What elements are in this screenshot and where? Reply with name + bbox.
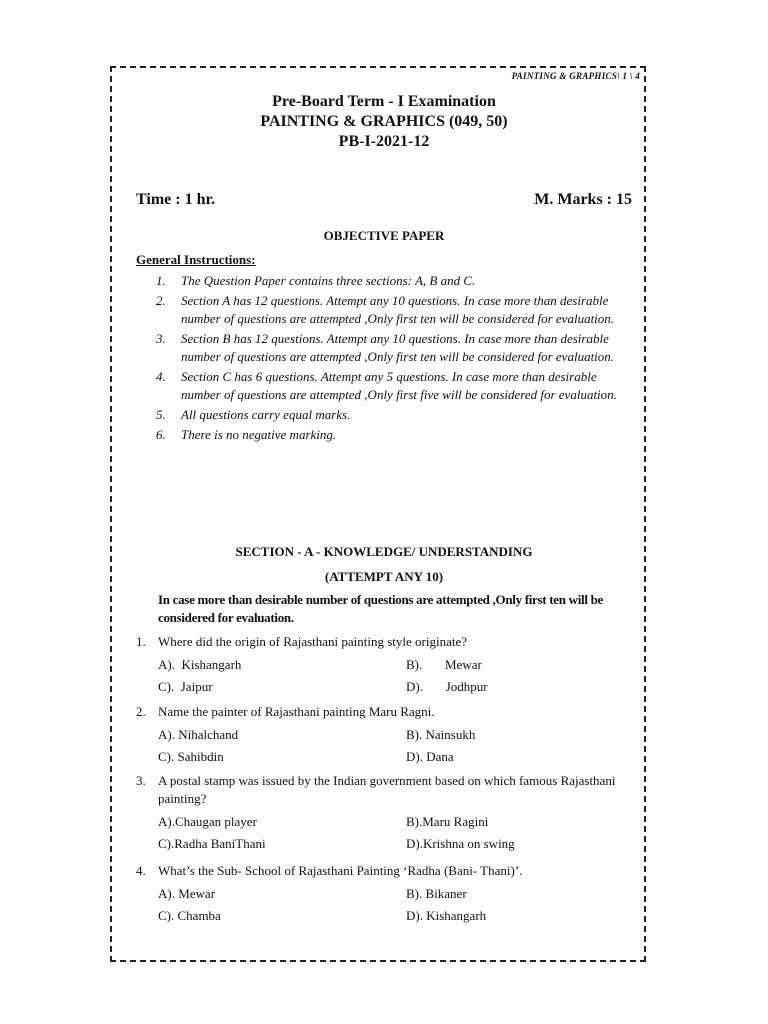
options: [158, 886, 636, 924]
options: [158, 814, 636, 852]
subject-title: PAINTING & GRAPHICS (049, 50): [260, 113, 508, 130]
option-d: D). Jodhpur: [406, 679, 488, 694]
section-a-heading: SECTION - A - KNOWLEDGE/ UNDERSTANDING: [235, 544, 533, 559]
exam-title: Pre-Board Term - I Examination: [272, 93, 496, 110]
instruction-item: 1. The Question Paper contains three sections: A, B and C.: [156, 273, 476, 288]
option-c: C).Radha BaniThani: [158, 836, 266, 851]
instruction-item: 2. Section A has 12 questions. Attempt any 10 questions. In case more than desirable number of questions are attempted ,Only first ten will be considered for evaluation.: [156, 293, 615, 326]
option-b: B). Bikaner: [406, 886, 467, 901]
option-c: C). Chamba: [158, 908, 221, 923]
option-d: D). Kishangarh: [406, 908, 487, 923]
option-b: B). Nainsukh: [406, 727, 476, 742]
attempt-heading: (ATTEMPT ANY 10): [324, 569, 444, 584]
options: [158, 727, 636, 765]
instruction-item: 4. Section C has 6 questions. Attempt any 5 questions. In case more than desirable number of questions are attempted ,Only first five will be considered for evaluation.: [156, 369, 617, 402]
general-instructions-heading: General Instructions:: [136, 252, 256, 267]
option-b: B). Mewar: [406, 657, 482, 672]
option-a: A). Kishangarh: [158, 657, 242, 672]
header-code: PAINTING & GRAPHICS\ 1 \ 4: [511, 71, 640, 81]
option-c: C). Jaipur: [158, 679, 213, 694]
option-b: B).Maru Ragini: [406, 814, 489, 829]
question-4: 4. What’s the Sub- School of Rajasthani Painting ‘Radha (Bani- Thani)’. A). Mewar B). Bikaner C). Chamba D). Kishangarh: [136, 862, 636, 924]
option-c: C). Sahibdin: [158, 749, 224, 764]
instruction-item: 3. Section B has 12 questions. Attempt any 10 questions. In case more than desirable number of questions are attempted ,Only first ten will be considered for evaluation.: [156, 331, 615, 364]
instruction-item: 6. There is no negative marking.: [156, 427, 337, 442]
option-d: D). Dana: [406, 749, 454, 764]
question-3: 3. A postal stamp was issued by the Indian government based on which famous Rajasthani painting? A).Chaugan player B).Maru Ragini C).Radha BaniThani D).Krishna on swing: [136, 772, 636, 852]
question-2: 2. Name the painter of Rajasthani painting Maru Ragni. A). Nihalchand B). Nainsukh C). Sahibdin D). Dana: [136, 703, 636, 765]
option-a: A). Nihalchand: [158, 727, 239, 742]
time-marks-row: [136, 191, 632, 209]
objective-heading: OBJECTIVE PAPER: [323, 228, 445, 243]
instruction-item: 5. All questions carry equal marks.: [156, 407, 351, 422]
instructions-list: [156, 272, 636, 446]
title-block: [110, 92, 658, 152]
paper-code: PB-I-2021-12: [338, 133, 430, 150]
option-a: A).Chaugan player: [158, 814, 257, 829]
option-a: A). Mewar: [158, 886, 216, 901]
option-d: D).Krishna on swing: [406, 836, 515, 851]
question-1: 1. Where did the origin of Rajasthani painting style originate? A). Kishangarh B). Mewar C). Jaipur D). Jodhpur: [136, 633, 636, 695]
marks-label: M. Marks : 15: [534, 191, 632, 208]
time-label: Time : 1 hr.: [136, 191, 216, 208]
section-note: In case more than desirable number of questions are attempted ,Only first ten will be considered for evaluation.: [158, 592, 604, 625]
options: [158, 657, 636, 695]
